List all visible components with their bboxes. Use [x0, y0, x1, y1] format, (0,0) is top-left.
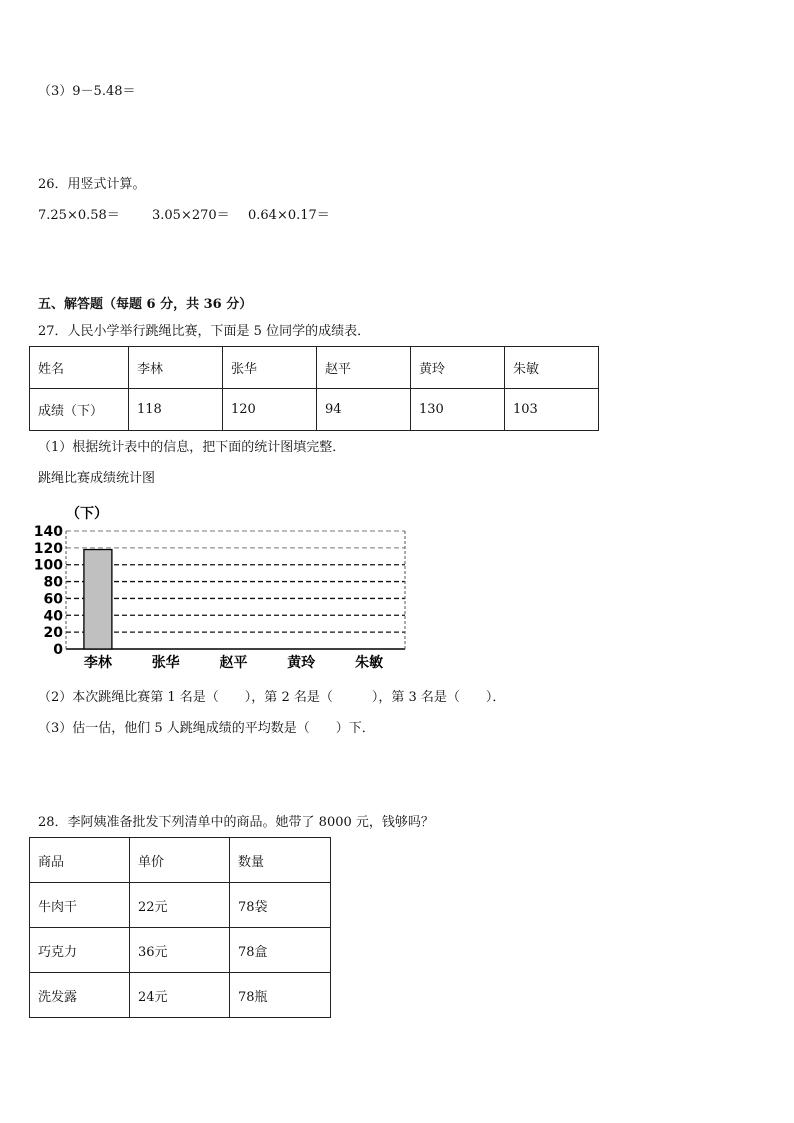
chart-y-ticks [34, 524, 63, 658]
q26-item-2: 3.05×270＝ [152, 208, 230, 223]
table-cell: 130 [411, 389, 505, 431]
table-cell: 103 [505, 389, 599, 431]
table-cell: 78袋 [230, 883, 331, 928]
table-cell: 姓名 [30, 347, 129, 389]
section5-title: 五、解答题（每题 6 分，共 36 分） [38, 297, 253, 312]
table-row [30, 928, 331, 973]
chart-y-tick-label: 120 [33, 540, 63, 557]
q27-part1: （1）根据统计表中的信息，把下面的统计图填完整． [38, 440, 346, 455]
table-row [30, 347, 599, 389]
chart-x-tick-label: 黄玲 [287, 655, 316, 671]
chart-bars [84, 550, 112, 649]
chart-x-tick-label: 张华 [151, 655, 180, 671]
chart-x-tick-label: 李林 [83, 655, 112, 671]
chart-y-tick-label: 0 [53, 642, 63, 658]
table-cell: 朱敏 [505, 347, 599, 389]
table-cell: 118 [129, 389, 223, 431]
table-cell: 24元 [130, 973, 230, 1018]
table-cell: 巧克力 [30, 928, 130, 973]
q27-part2: （2）本次跳绳比赛第 1 名是（ ），第 2 名是（ ），第 3 名是（ ）． [38, 690, 506, 705]
q26-title: 26．用竖式计算。 [38, 177, 146, 192]
chart-y-axis-label: （下） [66, 506, 108, 522]
table-cell: 黄玲 [411, 347, 505, 389]
score-bar-chart [30, 500, 420, 672]
table-row [30, 389, 599, 431]
chart-y-tick-label: 100 [33, 557, 63, 574]
chart-y-tick-label: 140 [33, 524, 63, 540]
table-cell: 张华 [223, 347, 317, 389]
q28-title: 28．李阿姨准备批发下列清单中的商品。她带了 8000 元，钱够吗？ [38, 815, 434, 830]
table-cell: 牛肉干 [30, 883, 130, 928]
chart-bar [84, 550, 112, 649]
q27-part3: （3）估一估，他们 5 人跳绳成绩的平均数是（ ）下． [38, 721, 375, 736]
chart-y-tick-label: 80 [43, 574, 63, 591]
table-row [30, 838, 331, 883]
table-cell: 22元 [130, 883, 230, 928]
chart-grid [66, 531, 405, 649]
chart-y-tick-label: 40 [43, 608, 63, 625]
table-cell: 78瓶 [230, 973, 331, 1018]
q25-part3-expression: （3）9－5.48＝ [38, 84, 136, 99]
q26-item-3: 0.64×0.17＝ [248, 208, 330, 223]
q28-goods-table [29, 837, 331, 1018]
chart-x-tick-label: 赵平 [219, 655, 248, 671]
table-cell: 成绩（下） [30, 389, 129, 431]
table-cell: 李林 [129, 347, 223, 389]
table-cell: 78盒 [230, 928, 331, 973]
q26-item-1: 7.25×0.58＝ [38, 208, 120, 223]
table-cell: 120 [223, 389, 317, 431]
table-cell: 赵平 [317, 347, 411, 389]
chart-title: 跳绳比赛成绩统计图 [38, 471, 156, 486]
chart-y-tick-label: 20 [43, 625, 63, 642]
table-cell: 94 [317, 389, 411, 431]
q27-score-table [29, 346, 599, 431]
table-cell: 商品 [30, 838, 130, 883]
table-cell: 单价 [130, 838, 230, 883]
chart-x-tick-label: 朱敏 [355, 655, 384, 671]
table-row [30, 973, 331, 1018]
table-cell: 洗发露 [30, 973, 130, 1018]
table-cell: 数量 [230, 838, 331, 883]
chart-x-ticks [84, 654, 383, 671]
table-row [30, 883, 331, 928]
q27-title: 27．人民小学举行跳绳比赛，下面是 5 位同学的成绩表． [38, 324, 371, 339]
table-cell: 36元 [130, 928, 230, 973]
chart-y-tick-label: 60 [43, 591, 63, 608]
